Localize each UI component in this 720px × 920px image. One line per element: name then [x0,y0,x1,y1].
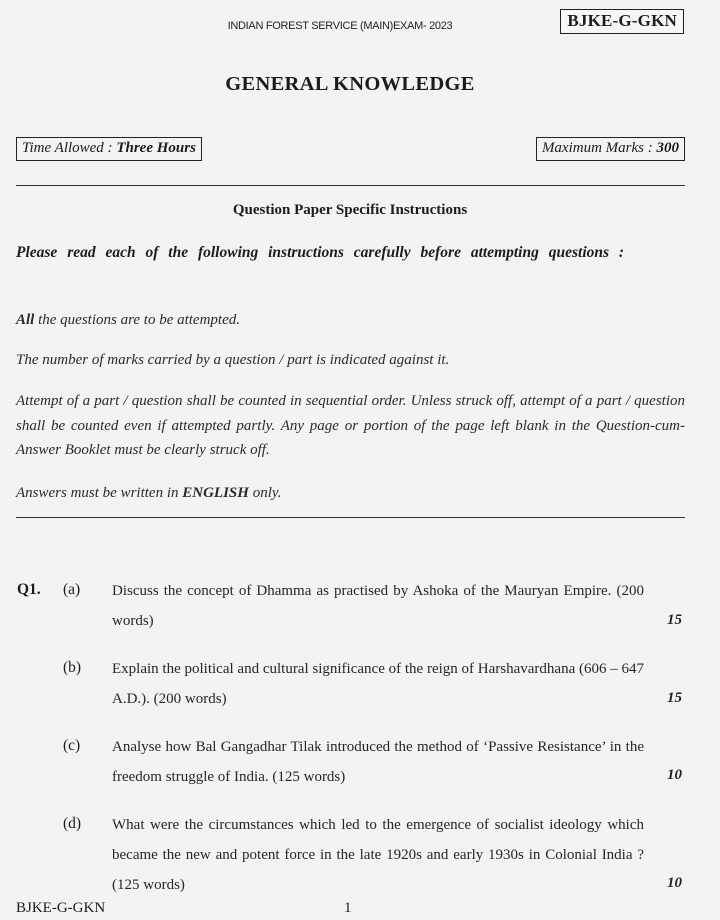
marks-value: 300 [656,140,679,156]
part-c-text: Analyse how Bal Gangadhar Tilak introduced the method of ‘Passive Resistance’ in the freedom struggle of India. (125 words) [112,739,644,785]
time-label: Time Allowed : [22,140,117,156]
instruction-all-rest: the questions are to be attempted. [34,312,241,328]
time-allowed-box [16,137,202,161]
part-c-marks: 10 [667,767,682,783]
answers-language: ENGLISH [182,485,249,501]
instruction-all-bold: All [16,312,35,328]
instruction-all [16,308,685,333]
instruction-language [16,481,685,506]
part-b-marks: 15 [667,690,682,706]
time-value: Three Hours [116,140,196,156]
paper-title: GENERAL KNOWLEDGE [225,73,475,95]
paper-code-box: BJKE-G-GKN [560,9,684,34]
part-b-label: (b) [63,659,82,676]
instructions-heading: Question Paper Specific Instructions [232,202,468,218]
top-divider [16,185,685,186]
part-a-marks: 15 [667,612,682,628]
page-number: 1 [344,900,352,916]
part-b-text: Explain the political and cultural significance of the reign of Harshavardhana (606 – 647 A.D.). (200 words) [112,661,644,707]
instruction-sequence: Attempt of a part / question shall be counted in sequential order. Unless struck off, attempt of a part / question shall be counted even if attempted partly. Any page or portion of the page left blank in the Question-cum-Answer Booklet must be clearly struck off. [16,393,685,458]
question-number: Q1. [17,581,41,598]
exam-name: INDIAN FOREST SERVICE (MAIN)EXAM- 2023 [227,20,453,32]
part-c-label: (c) [63,737,81,754]
answers-prefix: Answers must be written in [16,485,183,501]
marks-label: Maximum Marks : [541,140,657,156]
part-a-label: (a) [63,581,81,598]
answers-suffix: only. [248,485,282,501]
part-d-label: (d) [63,815,82,832]
part-d-text: What were the circumstances which led to the emergence of socialist ideology which became the new and potent force in the late 1920s and early 1930s in Colonial India ? (125 words) [112,817,644,893]
bottom-divider [16,517,685,518]
instruction-marks: The number of marks carried by a question / part is indicated against it. [16,352,450,368]
part-a-text: Discuss the concept of Dhamma as practised by Ashoka of the Mauryan Empire. (200 words) [112,583,644,629]
part-d-marks: 10 [667,875,682,891]
maximum-marks-box [536,137,685,161]
instructions-intro: Please read each of the following instructions carefully before attempting questions : [16,244,625,261]
footer-paper-code: BJKE-G-GKN [16,900,106,916]
